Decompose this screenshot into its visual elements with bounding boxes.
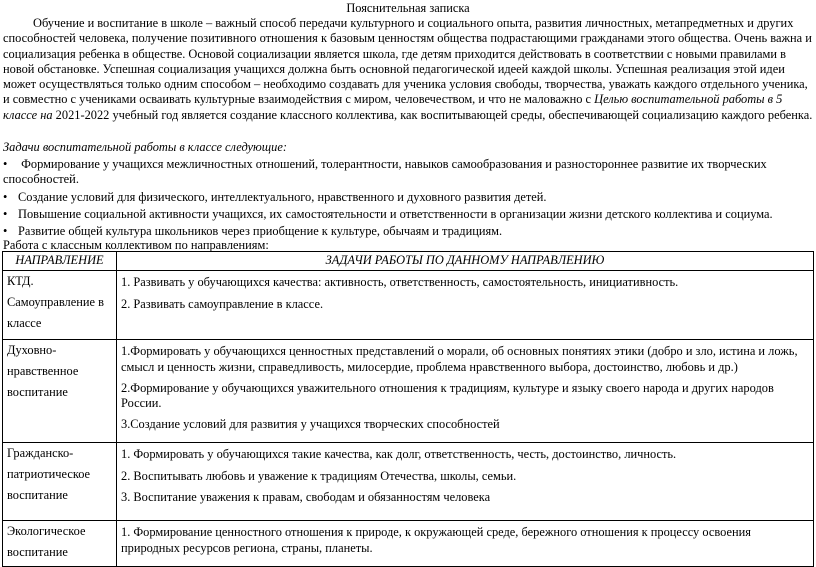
- table-caption: Работа с классным коллективом по направлениям:: [3, 238, 269, 252]
- task-text: 3. Воспитание уважения к правам, свободам и обязанностям человека: [121, 489, 491, 504]
- list-item: [3, 190, 813, 205]
- list-item: [3, 207, 813, 222]
- bullet-icon: •: [3, 189, 8, 204]
- header-tasks: ЗАДАЧИ РАБОТЫ ПО ДАННОМУ НАПРАВЛЕНИЮ: [117, 252, 814, 271]
- tasks-list: [3, 157, 813, 241]
- task-text: 1. Формировать у обучающихся такие качества, как долг, ответственность, честь, достоинство, личность.: [121, 447, 677, 462]
- bullet-icon: •: [3, 157, 8, 171]
- bullet-icon: •: [3, 224, 8, 239]
- tasks-cell: [117, 271, 814, 340]
- direction-cell: Экологическое воспитание: [3, 521, 117, 567]
- task-text: 1. Развивать у обучающихся качества: активность, ответственность, самостоятельность, инициативность.: [121, 275, 679, 290]
- tasks-cell: [117, 521, 814, 567]
- bullet-icon: •: [3, 206, 8, 221]
- task-text: 1.Формировать у обучающихся ценностных представлений о морали, об основных понятиях этики (добро и зло, истина и ложь, смысл и ценность жизни, справедливость, милосердие, проблема нравственного выбора, достоинство, любовь и др.): [121, 344, 798, 374]
- list-item-text: Формирование у учащихся межличностных отношений, толерантности, навыков самообразования и разностороннее развитие их творческих способностей.: [3, 157, 767, 187]
- task-text: 2.Формирование у обучающихся уважительного отношения к традициям, культуре и языку своего народа и других народов России.: [121, 380, 774, 411]
- intro-paragraph: [3, 16, 813, 123]
- task-text: 3.Создание условий для развития у учащихся творческих способностей: [121, 417, 500, 432]
- direction-cell: Духовно-нравственное воспитание: [3, 340, 117, 443]
- direction-cell: КТД. Самоуправление в классе: [3, 271, 117, 340]
- task-text: 2. Воспитывать любовь и уважение к традициям Отечества, школы, семьи.: [121, 468, 517, 483]
- intro-goal-text: 2021-2022 учебный год является создание классного коллектива, как воспитывающей среды, обеспечивающей социализацию каждого ребенка.: [52, 107, 813, 122]
- table-header-row: [3, 252, 814, 271]
- table-row: [3, 521, 814, 567]
- intro-main-text: Обучение и воспитание в школе – важный способ передачи культурного и социального опыта, развития личностных, метапредметных и других способностей человека, получение позитивного отношения к базовым ценностям общества подрастающими гражданами этого общества. Очень важна и социализация ребенка в обществе. Основой социализации является школа, где детям приходится действовать в соответствии с новыми правилами в новой обстановке. Успешная социализация учащихся должна быть основной педагогической идеей каждой школы. Успешная реализация этой идеи может осуществляться только одним способом – необходимо создавать для ученика условия свободы, творчества, уважать каждого отдельного ученика, и совместно с учениками осваивать культурные взаимодействия с миром, человечеством, и что не маловажно с: [3, 16, 812, 107]
- intro-goal-label: Целью воспитательной работы в 5 классе на: [3, 92, 783, 122]
- list-item: [3, 157, 813, 188]
- table-row: [3, 443, 814, 521]
- list-item-text: Развитие общей культура школьников через приобщение к культуре, обычаям и традициям.: [18, 224, 503, 239]
- document-title: Пояснительная записка: [346, 1, 470, 15]
- list-item-text: Создание условий для физического, интеллектуального, нравственного и духовного развития детей.: [18, 189, 547, 204]
- table-row: [3, 340, 814, 443]
- task-text: 1. Формирование ценностного отношения к природе, к окружающей среде, бережного отношения к процессу освоения природных ресурсов региона, страны, планеты.: [121, 525, 751, 555]
- tasks-heading: Задачи воспитательной работы в классе следующие:: [3, 140, 287, 154]
- table-row: [3, 271, 814, 340]
- header-direction: НАПРАВЛЕНИЕ: [3, 252, 117, 271]
- directions-table: [2, 251, 814, 567]
- tasks-cell: [117, 443, 814, 521]
- list-item-text: Повышение социальной активности учащихся, их самостоятельности и ответственности в организации жизни детского коллектива и социума.: [18, 206, 773, 221]
- task-text: 2. Развивать самоуправление в классе.: [121, 296, 324, 311]
- direction-cell: Гражданско-патриотическое воспитание: [3, 443, 117, 521]
- tasks-cell: [117, 340, 814, 443]
